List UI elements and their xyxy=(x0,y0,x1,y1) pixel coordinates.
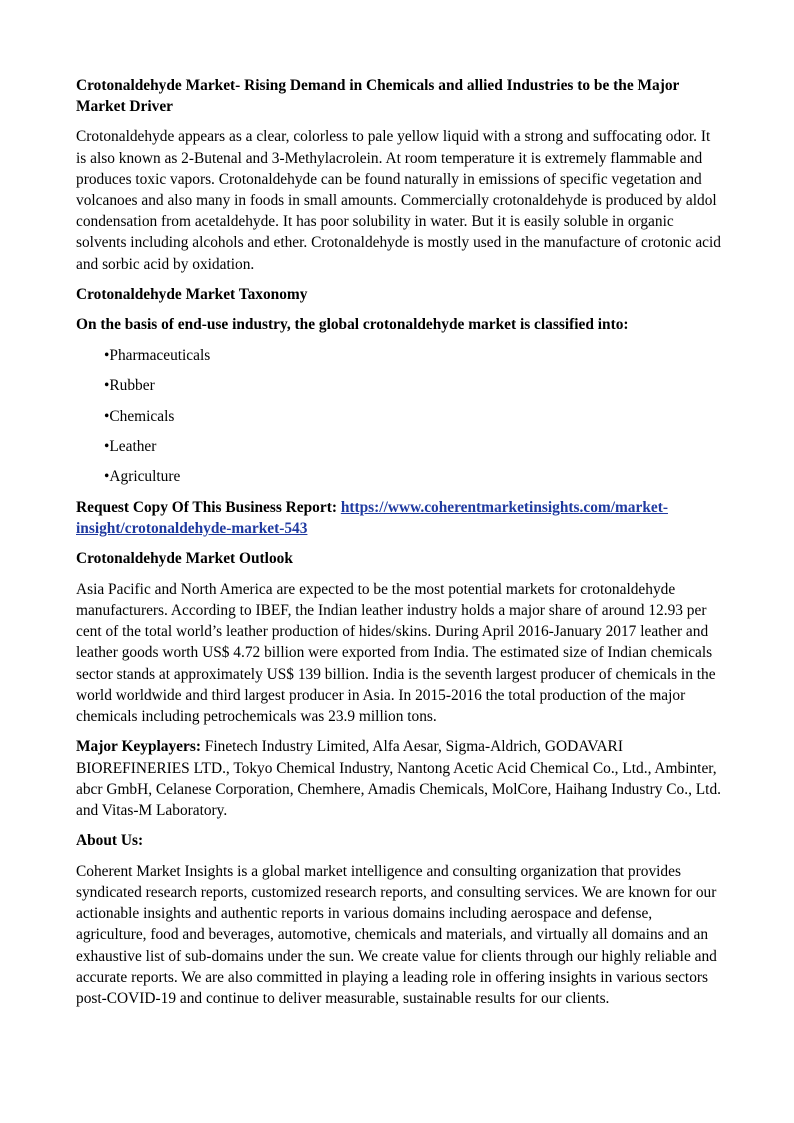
request-copy-line xyxy=(76,497,721,539)
list-item: •Pharmaceuticals xyxy=(104,346,211,364)
list-item: •Agriculture xyxy=(104,468,181,486)
keyplayers-label: Major Keyplayers: xyxy=(76,738,201,756)
keyplayers-paragraph xyxy=(76,736,721,821)
document-page xyxy=(76,75,721,1018)
intro-paragraph: Crotonaldehyde appears as a clear, colorless to pale yellow liquid with a strong and suffocating odor. It is also known as 2-Butenal and 3-Methylacrolein. At room temperature it is extremely flammable and produces toxic vapors. Crotonaldehyde can be found naturally in emissions of specific vegetation and volcanoes and also many in foods in small amounts. Commercially crotonaldehyde is produced by aldol condensation from acetaldehyde. It has poor solubility in water. But it is easily soluble in organic solvents including alcohols and ether. Crotonaldehyde is mostly used in the manufacture of crotonic acid and sorbic acid by oxidation. xyxy=(76,128,721,273)
list-item: •Leather xyxy=(104,437,157,455)
document-title: Crotonaldehyde Market- Rising Demand in Chemicals and allied Industries to be the Major Market Driver xyxy=(76,77,680,116)
about-heading: About Us: xyxy=(76,832,144,850)
outlook-heading: Crotonaldehyde Market Outlook xyxy=(76,550,293,568)
list-item: •Rubber xyxy=(104,377,155,395)
end-use-industry-list xyxy=(76,345,721,488)
classification-heading: On the basis of end-use industry, the global crotonaldehyde market is classified into: xyxy=(76,316,629,334)
list-item: •Chemicals xyxy=(104,407,175,425)
taxonomy-heading: Crotonaldehyde Market Taxonomy xyxy=(76,286,308,304)
about-paragraph: Coherent Market Insights is a global market intelligence and consulting organization that provides syndicated research reports, customized research reports, and consulting services. We are known for our actionable insights and authentic reports in various domains including aerospace and defense, agriculture, food and beverages, automotive, chemicals and materials, and virtually all domains and an exhaustive list of sub-domains under the sun. We create value for clients through our highly reliable and accurate reports. We are also committed in playing a leading role in offering insights in various sectors post-COVID-19 and continue to deliver measurable, sustainable results for our clients. xyxy=(76,862,717,1007)
report-link[interactable]: https://www.coherentmarketinsights.com/market-insight/crotonaldehyde-market-543 xyxy=(76,498,668,537)
request-copy-label: Request Copy Of This Business Report: xyxy=(76,498,341,516)
outlook-paragraph: Asia Pacific and North America are expected to be the most potential markets for crotonaldehyde manufacturers. According to IBEF, the Indian leather industry holds a major share of around 12.93 per cent of the total world’s leather production of hides/skins. During April 2016-January 2017 leather and leather goods worth US$ 4.72 billion were exported from India. The estimated size of Indian chemicals sector stands at approximately US$ 139 billion. India is the seventh largest producer of chemicals in the world worldwide and third largest producer in Asia. In 2015-2016 the total production of the major chemicals including petrochemicals was 23.9 million tons. xyxy=(76,580,716,725)
keyplayers-text: Finetech Industry Limited, Alfa Aesar, Sigma-Aldrich, GODAVARI BIOREFINERIES LTD., Tokyo Chemical Industry, Nantong Acetic Acid Chemical Co., Ltd., Ambinter, abcr GmbH, Celanese Corporation, Chemhere, Amadis Chemicals, MolCore, Haihang Industry Co., Ltd. and Vitas-M Laboratory. xyxy=(76,738,721,819)
